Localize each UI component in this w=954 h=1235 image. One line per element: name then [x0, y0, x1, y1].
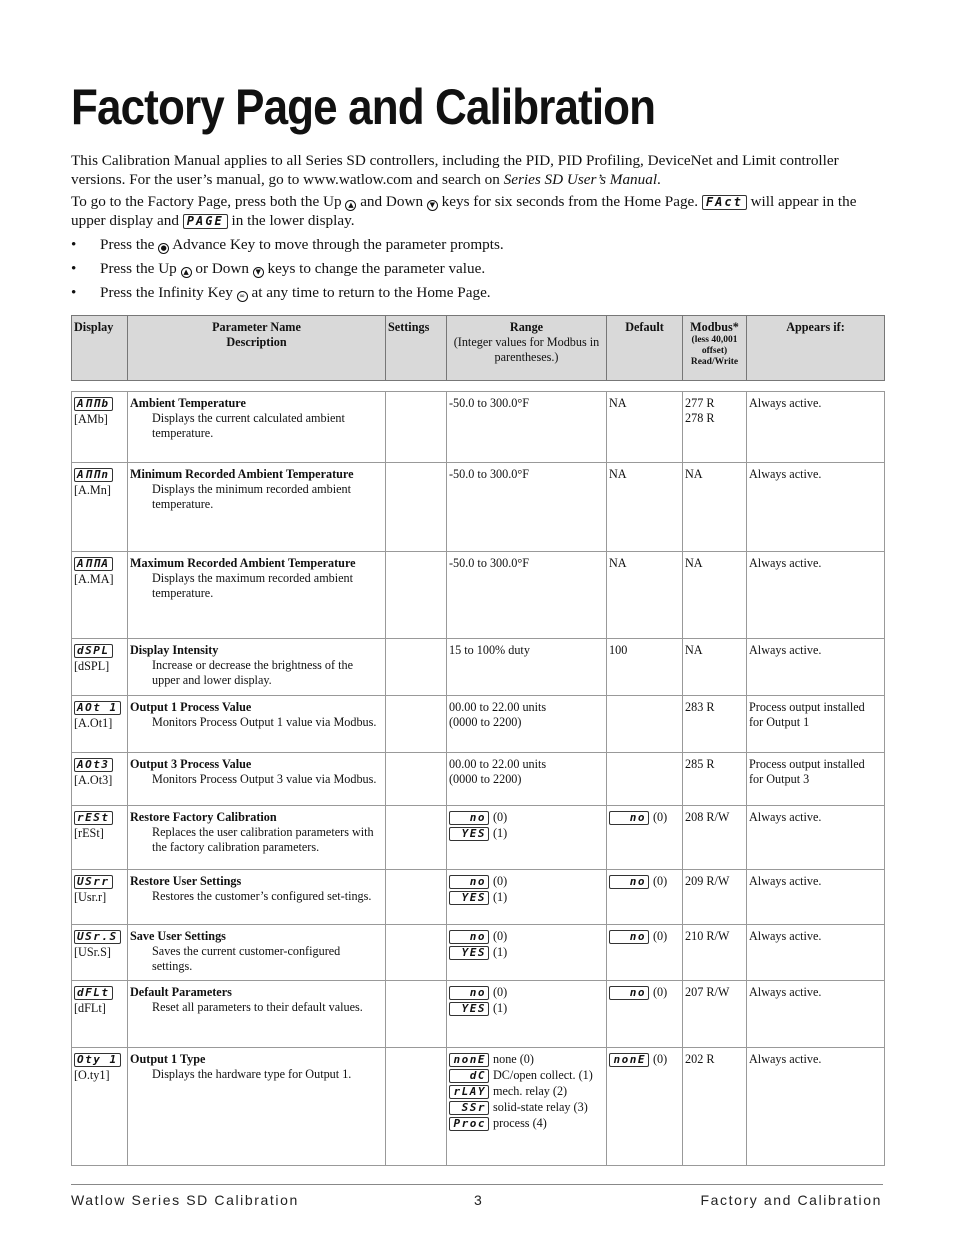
settings-cell [386, 463, 447, 552]
parameter-description: Displays the current calculated ambient temperature. [152, 411, 345, 440]
default-cell [607, 639, 683, 696]
modbus-cell: 283 R [683, 696, 747, 753]
lcd-default: no [609, 811, 649, 825]
settings-cell [386, 696, 447, 753]
manual-title: Series SD User’s Manual [503, 171, 658, 188]
header-default: Default [607, 316, 683, 381]
default-cell: no (0) [607, 806, 683, 870]
lcd-default: no [609, 875, 649, 889]
header-modbus: Modbus* (less 40,001 offset) Read/Write [683, 316, 747, 381]
range-cell [447, 806, 607, 870]
lcd-prompt: AΠΠn [74, 468, 113, 482]
up-key-icon: ▲ [181, 267, 192, 278]
lcd-prompt: Oty 1 [74, 1053, 121, 1067]
parameter-description: Saves the current customer-configured settings. [152, 944, 341, 973]
parameter-description: Replaces the user calibration parameters with the factory calibration parameters. [152, 825, 374, 854]
infinity-key-icon: ∞ [237, 291, 248, 302]
prompt-code: [dSPL] [74, 659, 110, 673]
default-cell [607, 696, 683, 753]
range-value: -50.0 to 300.0°F [449, 467, 530, 481]
appears-cell: Always active. [747, 392, 885, 463]
table-row [72, 696, 885, 753]
parameter-description: Displays the maximum recorded ambient temperature. [152, 571, 354, 600]
default-cell: no (0) [607, 870, 683, 925]
intro-section [71, 151, 883, 302]
range-option: dC DC/open collect. (1) [449, 1068, 604, 1083]
bullet-up-down: • Press the Up ▲ or Down ▼ keys to change the parameter value. [71, 260, 486, 277]
parameter-cell [128, 1048, 386, 1166]
bullet-infinity: • Press the Infinity Key ∞ at any time to return to the Home Page. [71, 284, 491, 301]
prompt-code: [A.Mn] [74, 483, 111, 497]
table-row [72, 392, 885, 463]
modbus-cell: NA [683, 463, 747, 552]
lcd-option: Proc [449, 1117, 489, 1131]
parameter-description: Restores the customer’s configured set-tings. [152, 889, 372, 903]
default-cell [607, 753, 683, 806]
settings-cell [386, 753, 447, 806]
parameter-description: Increase or decrease the brightness of the upper and lower display. [152, 658, 353, 687]
bullet-advance: • Press the ● Advance Key to move through the parameter prompts. [71, 236, 504, 253]
parameter-cell [128, 806, 386, 870]
settings-cell [386, 925, 447, 981]
lcd-option: no [449, 930, 489, 944]
lcd-prompt: rESt [74, 811, 113, 825]
range-cell [447, 392, 607, 463]
appears-cell: Process output installed for Output 3 [747, 753, 885, 806]
display-cell [72, 552, 128, 639]
default-cell: no (0) [607, 981, 683, 1048]
parameter-name: Output 3 Process Value [130, 757, 252, 771]
lcd-option: no [449, 875, 489, 889]
parameter-description: Displays the hardware type for Output 1. [152, 1067, 352, 1081]
modbus-cell: 207 R/W [683, 981, 747, 1048]
appears-cell: Always active. [747, 925, 885, 981]
default-value: NA [609, 556, 627, 570]
range-cell [447, 925, 607, 981]
range-value: -50.0 to 300.0°F [449, 396, 530, 410]
parameter-name: Maximum Recorded Ambient Temperature [130, 556, 356, 570]
parameter-cell [128, 639, 386, 696]
table-row [72, 753, 885, 806]
default-value: NA [609, 467, 627, 481]
lcd-page: PAGE [183, 214, 228, 229]
lcd-option: YES [449, 1002, 489, 1016]
lcd-option: YES [449, 891, 489, 905]
prompt-code: [Usr.r] [74, 890, 107, 904]
parameter-table [71, 391, 885, 1166]
settings-cell [386, 981, 447, 1048]
lcd-prompt: AOt 1 [74, 701, 121, 715]
modbus-cell: NA [683, 639, 747, 696]
appears-cell: Always active. [747, 806, 885, 870]
lcd-option: no [449, 986, 489, 1000]
down-key-icon: ▼ [427, 200, 438, 211]
prompt-code: [rESt] [74, 826, 104, 840]
parameter-description: Reset all parameters to their default values. [152, 1000, 363, 1014]
modbus-cell: 285 R [683, 753, 747, 806]
lcd-default: no [609, 930, 649, 944]
table-row [72, 552, 885, 639]
settings-cell [386, 1048, 447, 1166]
range-option: Proc process (4) [449, 1116, 604, 1131]
display-cell [72, 696, 128, 753]
appears-cell: Always active. [747, 552, 885, 639]
prompt-code: [USr.S] [74, 945, 111, 959]
header-range: Range (Integer values for Modbus in parentheses.) [447, 316, 607, 381]
display-cell [72, 463, 128, 552]
table-header [71, 315, 885, 381]
parameter-name: Restore Factory Calibration [130, 810, 277, 824]
prompt-code: [dFLt] [74, 1001, 106, 1015]
range-value: -50.0 to 300.0°F [449, 556, 530, 570]
range-cell [447, 981, 607, 1048]
parameter-name: Default Parameters [130, 985, 232, 999]
range-option: YES (1) [449, 1001, 604, 1016]
default-value: 100 [609, 643, 628, 657]
table-row [72, 463, 885, 552]
up-key-icon: ▲ [345, 200, 356, 211]
range-cell [447, 639, 607, 696]
page-title: Factory Page and Calibration [71, 79, 656, 135]
parameter-name: Restore User Settings [130, 874, 242, 888]
lcd-prompt: dFLt [74, 986, 113, 1000]
display-cell [72, 392, 128, 463]
modbus-cell: 210 R/W [683, 925, 747, 981]
default-cell [607, 552, 683, 639]
range-value: 00.00 to 22.00 units (0000 to 2200) [449, 757, 547, 786]
intro-paragraph-2: To go to the Factory Page, press both the Up ▲ and Down ▼ keys for six seconds from the Home Page. FAct will appear in the upper display and PAGE in the lower display. [71, 193, 857, 229]
range-option: SSr solid-state relay (3) [449, 1100, 604, 1115]
settings-cell [386, 552, 447, 639]
table-row [72, 981, 885, 1048]
display-cell [72, 806, 128, 870]
parameter-name: Output 1 Type [130, 1052, 206, 1066]
parameter-name: Display Intensity [130, 643, 219, 657]
parameter-name: Save User Settings [130, 929, 226, 943]
settings-cell [386, 392, 447, 463]
parameter-cell [128, 925, 386, 981]
settings-cell [386, 806, 447, 870]
range-option: YES (1) [449, 890, 604, 905]
range-cell [447, 1048, 607, 1166]
modbus-cell: 202 R [683, 1048, 747, 1166]
range-option: YES (1) [449, 945, 604, 960]
table-row [72, 1048, 885, 1166]
lcd-prompt: dSPL [74, 644, 113, 658]
parameter-cell [128, 870, 386, 925]
lcd-option: SSr [449, 1101, 489, 1115]
range-option: rLAY mech. relay (2) [449, 1084, 604, 1099]
table-row [72, 806, 885, 870]
display-cell [72, 870, 128, 925]
modbus-cell: 209 R/W [683, 870, 747, 925]
range-cell [447, 870, 607, 925]
range-option: no (0) [449, 874, 604, 889]
parameter-cell [128, 392, 386, 463]
footer-page-number: 3 [474, 1192, 484, 1208]
parameter-name: Ambient Temperature [130, 396, 246, 410]
range-option: nonE none (0) [449, 1052, 604, 1067]
appears-cell: Always active. [747, 463, 885, 552]
lcd-default: nonE [609, 1053, 649, 1067]
parameter-cell [128, 696, 386, 753]
footer-right: Factory and Calibration [700, 1192, 882, 1208]
lcd-default: no [609, 986, 649, 1000]
default-value: NA [609, 396, 627, 410]
advance-key-icon: ● [158, 243, 169, 254]
lcd-option: nonE [449, 1053, 489, 1067]
settings-cell [386, 870, 447, 925]
lcd-option: rLAY [449, 1085, 489, 1099]
lcd-fact: FAct [702, 195, 747, 210]
table-row [72, 639, 885, 696]
range-value: 00.00 to 22.00 units (0000 to 2200) [449, 700, 547, 729]
header-parameter: Parameter Name Description [128, 316, 386, 381]
table-row [72, 870, 885, 925]
range-cell [447, 552, 607, 639]
range-option: no (0) [449, 929, 604, 944]
lcd-option: YES [449, 946, 489, 960]
prompt-code: [A.Ot1] [74, 716, 113, 730]
down-key-icon: ▼ [253, 267, 264, 278]
default-cell: no (0) [607, 925, 683, 981]
appears-cell: Always active. [747, 981, 885, 1048]
header-appears-if: Appears if: [747, 316, 885, 381]
parameter-cell [128, 552, 386, 639]
lcd-prompt: AOt3 [74, 758, 113, 772]
display-cell [72, 639, 128, 696]
modbus-cell: 208 R/W [683, 806, 747, 870]
parameter-description: Monitors Process Output 3 value via Modbus. [152, 772, 377, 786]
prompt-code: [AMb] [74, 412, 108, 426]
range-cell [447, 463, 607, 552]
settings-cell [386, 639, 447, 696]
parameter-name: Output 1 Process Value [130, 700, 252, 714]
appears-cell: Always active. [747, 870, 885, 925]
parameter-description: Displays the minimum recorded ambient temperature. [152, 482, 352, 511]
footer-rule [71, 1184, 883, 1185]
header-display: Display [72, 316, 128, 381]
range-cell [447, 696, 607, 753]
range-option: no (0) [449, 985, 604, 1000]
appears-cell: Always active. [747, 639, 885, 696]
parameter-cell [128, 753, 386, 806]
lcd-prompt: AΠΠb [74, 397, 113, 411]
modbus-cell: 277 R 278 R [683, 392, 747, 463]
display-cell [72, 1048, 128, 1166]
lcd-prompt: USrr [74, 875, 113, 889]
appears-cell: Always active. [747, 1048, 885, 1166]
range-value: 15 to 100% duty [449, 643, 530, 657]
lcd-prompt: USr.S [74, 930, 121, 944]
range-option: YES (1) [449, 826, 604, 841]
parameter-name: Minimum Recorded Ambient Temperature [130, 467, 354, 481]
lcd-option: YES [449, 827, 489, 841]
header-settings: Settings [386, 316, 447, 381]
parameter-cell [128, 981, 386, 1048]
footer-left: Watlow Series SD Calibration [71, 1192, 299, 1208]
display-cell [72, 981, 128, 1048]
default-cell: nonE (0) [607, 1048, 683, 1166]
display-cell [72, 753, 128, 806]
parameter-description: Monitors Process Output 1 value via Modbus. [152, 715, 377, 729]
display-cell [72, 925, 128, 981]
appears-cell: Process output installed for Output 1 [747, 696, 885, 753]
lcd-prompt: AΠΠA [74, 557, 113, 571]
range-cell [447, 753, 607, 806]
intro-paragraph-1: This Calibration Manual applies to all Series SD controllers, including the PID, PID Profiling, DeviceNet and Limit controller versions. For the user’s manual, go to www.watlow.com and search on Series SD User’s Manual. [71, 152, 839, 188]
prompt-code: [A.MA] [74, 572, 114, 586]
lcd-option: no [449, 811, 489, 825]
default-cell [607, 392, 683, 463]
default-cell [607, 463, 683, 552]
modbus-cell: NA [683, 552, 747, 639]
range-option: no (0) [449, 810, 604, 825]
lcd-option: dC [449, 1069, 489, 1083]
table-row [72, 925, 885, 981]
prompt-code: [A.Ot3] [74, 773, 113, 787]
prompt-code: [O.ty1] [74, 1068, 110, 1082]
parameter-cell [128, 463, 386, 552]
